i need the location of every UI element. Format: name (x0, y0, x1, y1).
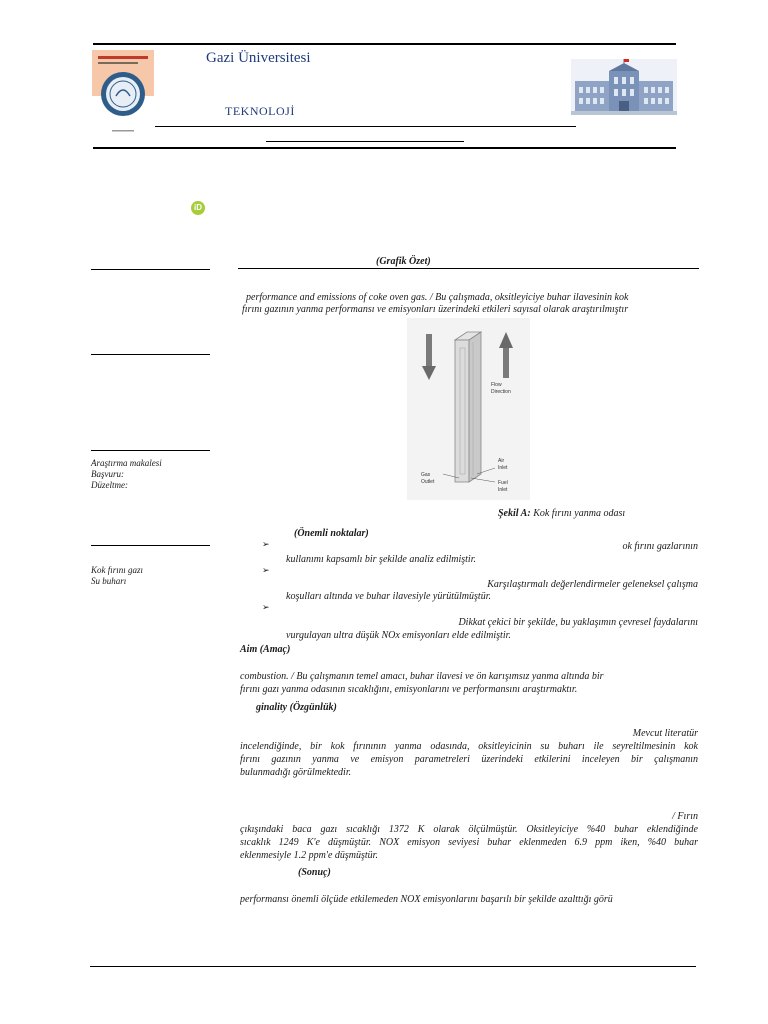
orcid-icon-label: iD (194, 203, 202, 212)
graphical-abstract-rule (238, 268, 699, 269)
figure-a-caption-text: Kok fırını yanma odası (530, 508, 626, 519)
label-gas-outlet: Gas Outlet (421, 472, 435, 485)
sidebar-rule-3 (91, 450, 210, 451)
highlight-2-line-b: koşulları altında ve buhar ilavesiyle yürütülmüştür. (286, 591, 491, 602)
highlight-1-line-b: kullanımı kapsamlı bir şekilde analiz edilmiştir. (286, 554, 476, 565)
figure-a-combustion-chamber (407, 318, 530, 500)
keyword-2: Su buharı (91, 576, 127, 586)
label-flow-direction: Flow Direction (491, 382, 511, 395)
highlight-bullet-1: ➢ (262, 539, 270, 549)
conclusion-line-1: performansı önemli ölçüde etkilemeden NOX emisyonlarını başarılı bir şekilde azalttığı görü (240, 894, 613, 905)
university-name: Gazi Üniversitesi (206, 50, 311, 66)
keyword-1: Kok fırını gazı (91, 565, 144, 575)
conclusion-heading: (Sonuç) (298, 867, 331, 878)
orcid-icon[interactable] (191, 201, 205, 215)
footer-rule (90, 966, 696, 967)
graphical-abstract-heading: (Grafik Özet) (376, 256, 431, 267)
journal-title: TEKNOLOJİ (225, 104, 295, 118)
revised-label: Düzeltme: (91, 480, 128, 490)
results-line-2: çıkışındaki baca gazı sıcaklığı 1372 K olarak ölçülmüştür. Oksitleyiciye %40 buhar eklendiğinde (240, 824, 698, 835)
originality-heading: ginality (Özgünlük) (256, 702, 337, 713)
label-fuel-inlet: Fuel Inlet (498, 480, 508, 493)
journal-logo (92, 50, 154, 136)
building-graphic (571, 59, 677, 115)
intro-line-1: performance and emissions of coke oven gas. / Bu çalışmada, oksitleyiciye buhar ilavesinin kok (246, 292, 629, 303)
received-label: Başvuru: (91, 469, 124, 479)
aim-line-1: combustion. / Bu çalışmanın temel amacı, buhar ilavesi ve ön karışımsız yanma altında bir (240, 671, 604, 682)
originality-line-3: fırını gazının yanma ve emisyon parametreleri üzerindeki etkilerini inceleyen bir çalışmanın (240, 754, 698, 765)
results-line-1: / Fırın (672, 811, 698, 822)
highlight-3-line-a: Dikkat çekici bir şekilde, bu yaklaşımın çevresel faydalarını (458, 617, 698, 628)
university-building-image (571, 59, 677, 115)
results-line-4: eklenmesiyle 1.2 ppm'e düşmüştür. (240, 850, 378, 861)
header-short-rule (266, 141, 464, 142)
highlights-heading: (Önemli noktalar) (294, 528, 369, 539)
header-bottom-rule (93, 147, 676, 149)
sidebar-rule-1 (91, 269, 210, 270)
figure-a-caption-prefix: Şekil A: (498, 508, 531, 519)
highlight-bullet-3: ➢ (262, 602, 270, 612)
aim-heading: Aim (Amaç) (240, 644, 291, 655)
highlight-1-line-a: ok fırını gazlarının (622, 541, 698, 552)
intro-line-2: fırını gazının yanma performansı ve emisyonları üzerindeki etkileri sayısal olarak araştırılmıştır (242, 304, 629, 315)
results-line-3: sıcaklık 1249 K'e düşmüştür. NOX emisyon seviyesi buhar eklenmeden 6.9 ppm iken, %40 buhar (240, 837, 698, 848)
article-type: Araştırma makalesi (91, 458, 162, 468)
originality-line-4: bulunmadığı görülmektedir. (240, 767, 352, 778)
highlight-2-line-a: Karşılaştırmalı değerlendirmeler geleneksel çalışma (487, 579, 698, 590)
header-top-rule (93, 43, 676, 45)
label-air-inlet: Air Inlet (498, 458, 508, 471)
sidebar-rule-4 (91, 545, 210, 546)
sidebar-rule-2 (91, 354, 210, 355)
journal-logo-graphic (92, 50, 154, 136)
highlight-3-line-b: vurgulayan ultra düşük NOx emisyonları elde edilmiştir. (286, 630, 511, 641)
originality-line-2: incelendiğinde, bir kok fırınının yanma odasında, oksitleyicinin su buharı ile seyreltilmesinin kok (240, 741, 698, 752)
header-mid-rule (155, 126, 576, 127)
highlight-bullet-2: ➢ (262, 565, 270, 575)
originality-line-1: Mevcut literatür (632, 728, 698, 739)
figure-a-caption (498, 508, 625, 519)
aim-line-2: fırını gazı yanma odasının sıcaklığını, emisyonlarını ve performansını araştırmaktır. (240, 684, 578, 695)
